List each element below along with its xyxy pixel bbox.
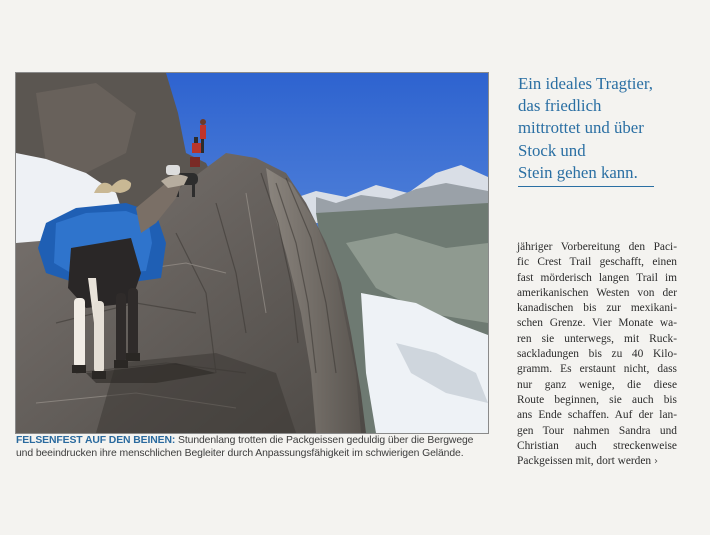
- pull-quote-line: Ein ideales Tragtier,: [518, 74, 653, 93]
- pull-quote-line: das friedlich: [518, 96, 602, 116]
- body-line: ans Ende schaffen. Auf der lan-: [517, 409, 677, 422]
- body-line: sackladungen bis zu 40 Kilo-: [517, 348, 677, 361]
- body-line: gen Tour nahmen Sandra und: [517, 424, 677, 437]
- body-line: fast mörderisch langen Trail im: [517, 271, 677, 284]
- photo-caption: [16, 434, 486, 460]
- body-line: kanadischen bis zur mexikani-: [517, 302, 677, 315]
- mountain-goats-photo: [15, 72, 489, 434]
- chevron-right-icon: ›: [653, 456, 658, 468]
- caption-lead: FELSENFEST AUF DEN BEINEN:: [16, 435, 176, 446]
- body-line: gramm. Es erstaunt nicht, dass: [517, 363, 677, 376]
- pull-quote-line: Stein gehen kann.: [518, 162, 638, 182]
- pull-quote-line: mittrottet und über: [518, 118, 644, 138]
- caption-text: Stundenlang trotten die Packgeissen geduldig über die Bergwege und beeindrucken ihre menschlichen Begleiter durch Anpassungsfähigkeit im schwierigen Gelände.: [16, 435, 474, 460]
- body-line: amerikanischen Westen von der: [517, 286, 677, 299]
- body-line: Christian auch streckenweise: [517, 439, 677, 452]
- pull-quote-line: Stock und: [518, 140, 586, 160]
- body-line: Route beginnen, sie auch bis: [517, 393, 677, 406]
- body-line: nur ganz wenige, die diese: [517, 378, 677, 391]
- body-line-text: Packgeissen mit, dort werden: [517, 455, 652, 468]
- body-line: jähriger Vorbereitung den Paci-: [517, 241, 677, 253]
- body-line: schen Grenze. Vier Monate wa-: [517, 317, 677, 330]
- pull-quote-rule: [518, 186, 654, 187]
- article-body-column: [517, 240, 677, 469]
- body-line-last: [517, 454, 677, 469]
- body-line: ren sie unterwegs, mit Ruck-: [517, 332, 677, 345]
- pull-quote: [518, 73, 698, 187]
- body-line: fic Crest Trail geschafft, einen: [517, 256, 677, 269]
